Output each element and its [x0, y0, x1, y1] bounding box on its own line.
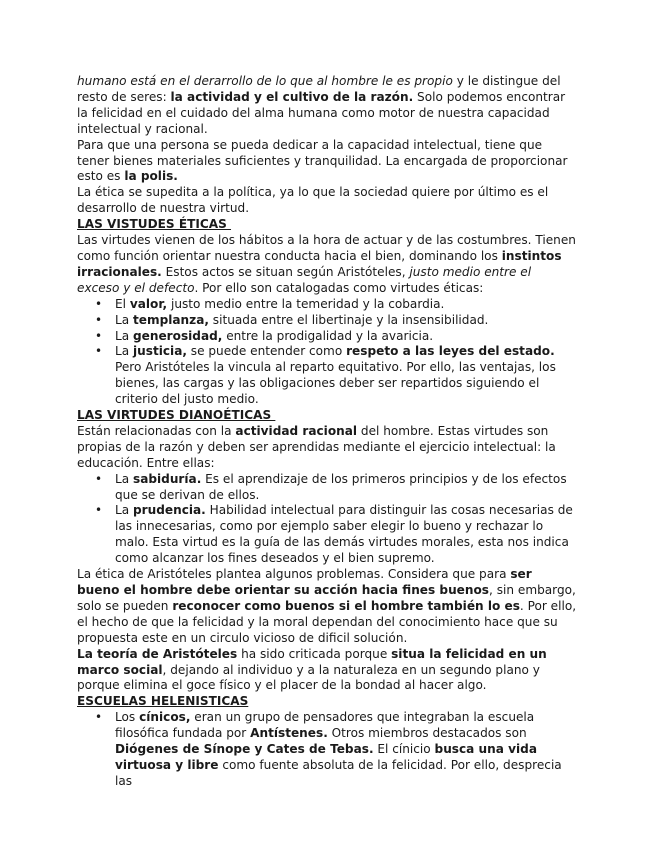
text-run: Estos actos se situan según Aristóteles,	[161, 264, 410, 279]
text-run: Las virtudes vienen de los hábitos a la hora de actuar y de las costumbres. Tienen como función orientar nuestra conducta hacia el bien, dominando los	[77, 233, 576, 263]
bold-text: busca una vida virtuosa y libre	[115, 742, 537, 772]
eticas-list	[77, 297, 577, 408]
text-run: La ética de Aristóteles plantea algunos problemas. Considera que para	[77, 567, 511, 582]
list-item-cinicos	[115, 710, 577, 790]
text-run: Otros miembros destacados son	[327, 726, 527, 741]
intro-paragraph-1	[77, 74, 577, 138]
text-run: como fuente absoluta de la felicidad. Por ello, desprecia las	[115, 757, 562, 788]
bold-text: la actividad y el cultivo de la razón.	[170, 89, 414, 104]
text-run: Es el aprendizaje de los primeros principios y de los efectos que se derivan de ellos.	[115, 471, 567, 502]
text-run: Para que una persona se pueda dedicar a la capacidad intelectual, tiene que tener bienes materiales suficientes y tranquilidad. La encargada de proporcionar esto es	[77, 137, 568, 184]
eticas-intro-paragraph	[77, 233, 577, 297]
list-item-prudencia	[115, 503, 577, 567]
italic-text: justo medio entre el exceso y el defecto	[77, 264, 532, 295]
heading-virtudes-eticas: LAS VISTUDES ÉTICAS	[77, 217, 232, 232]
critica-paragraph	[77, 647, 577, 695]
text-run: eran un grupo de pensadores que integraban la escuela filosófica fundada por	[115, 710, 535, 741]
bold-text: justicia,	[133, 344, 187, 359]
list-item-templanza	[115, 313, 577, 329]
bold-text: templanza,	[133, 312, 209, 327]
dianoeticas-intro-paragraph	[77, 424, 577, 472]
bold-text: ser bueno el hombre debe orientar su acción hacia fines buenos	[77, 567, 532, 597]
document-page	[77, 74, 577, 790]
text-run: La ética se supedita a la política, ya lo que la sociedad quiere por último es el desarrollo de nuestra virtud.	[77, 185, 549, 216]
list-item-valor	[115, 297, 577, 313]
text-run: del hombre. Estas virtudes son propias de la razón y deben ser aprendidas mediante el ejercicio intelectual: la educación. Entre ellas:	[77, 423, 556, 470]
bold-text: La teoría de Aristóteles	[77, 646, 238, 661]
text-run: entre la prodigalidad y la avaricia.	[222, 328, 434, 343]
intro-paragraph-3	[77, 185, 577, 217]
text-run: El	[115, 296, 130, 311]
italic-text: humano está en el derarrollo de lo que al hombre le es propio	[77, 74, 453, 88]
text-run: situada entre el libertinaje y la insensibilidad.	[208, 312, 489, 327]
text-run: Habilidad intelectual para distinguir las cosas necesarias de las innecesarias, como por ejemplo saber elegir lo bueno y rechazar lo malo. Esta virtud es la guía de las demás virtudes morales, esta nos indica como alcanzar los fines deseados y el bien supremo.	[115, 503, 573, 566]
text-run: El cínicio	[373, 742, 435, 757]
bold-text: cínicos,	[139, 710, 191, 725]
bold-text: sabiduría.	[133, 471, 202, 486]
text-run: Los	[115, 710, 140, 725]
bold-text: generosidad,	[133, 328, 223, 343]
bold-text: Antístenes.	[250, 726, 328, 741]
text-run: se puede entender como	[186, 344, 347, 359]
bold-text: respeto a las leyes del estado.	[346, 344, 555, 359]
bold-text: actividad racional	[235, 423, 358, 438]
bold-text: Diógenes de Sínope y Cates de Tebas.	[115, 742, 374, 757]
problemas-paragraph	[77, 567, 577, 647]
text-run: Solo podemos encontrar la felicidad en el cuidado del alma humana como motor de nuestra capacidad intelectual y racional.	[77, 89, 566, 136]
dianoeticas-list	[77, 472, 577, 567]
text-run: La	[115, 344, 133, 359]
list-item-justicia	[115, 344, 577, 408]
text-run: La	[115, 471, 133, 486]
text-run: ha sido criticada porque	[237, 646, 392, 661]
list-item-sabiduria	[115, 472, 577, 504]
bold-text: reconocer como buenos si el hombre también lo es	[172, 598, 520, 613]
text-run: La	[115, 312, 133, 327]
bold-text: valor,	[129, 296, 168, 311]
bold-text: prudencia.	[133, 503, 206, 518]
intro-paragraph-2	[77, 138, 577, 186]
bold-text: la polis.	[124, 169, 178, 184]
bold-text: situa la felicidad en un marco social	[77, 646, 547, 677]
text-run: y le distingue del resto de seres:	[77, 74, 561, 104]
heading-escuelas-helenisticas: ESCUELAS HELENISTICAS	[77, 694, 249, 709]
list-item-generosidad	[115, 329, 577, 345]
text-run: . Por ello son catalogadas como virtudes éticas:	[194, 280, 484, 295]
heading-virtudes-dianoeticas: LAS VIRTUDES DIANOÉTICAS	[77, 408, 276, 423]
text-run: La	[115, 328, 133, 343]
text-run: . Por ello, el hecho de que la felicidad y la moral dependan del conocimiento hace que su propuesta este en un circulo vicioso de dificil solución.	[77, 598, 577, 645]
helenisticas-list	[77, 710, 577, 790]
text-run: justo medio entre la temeridad y la cobardia.	[167, 296, 445, 311]
bold-text: instintos irracionales.	[77, 248, 562, 279]
text-run: Pero Aristóteles la vincula al reparto equitativo. Por ello, las ventajas, los bienes, las cargas y las obligaciones deber ser repartidos siguiendo el criterio del justo medio.	[115, 360, 556, 407]
text-run: Están relacionadas con la	[77, 423, 236, 438]
text-run: La	[115, 503, 133, 518]
text-run: , dejando al individuo y a la naturaleza en un segundo plano y porque elimina el goce físico y el placer de la bondad al hacer algo.	[77, 662, 540, 693]
text-run: , sin embargo, solo se pueden	[77, 583, 576, 613]
